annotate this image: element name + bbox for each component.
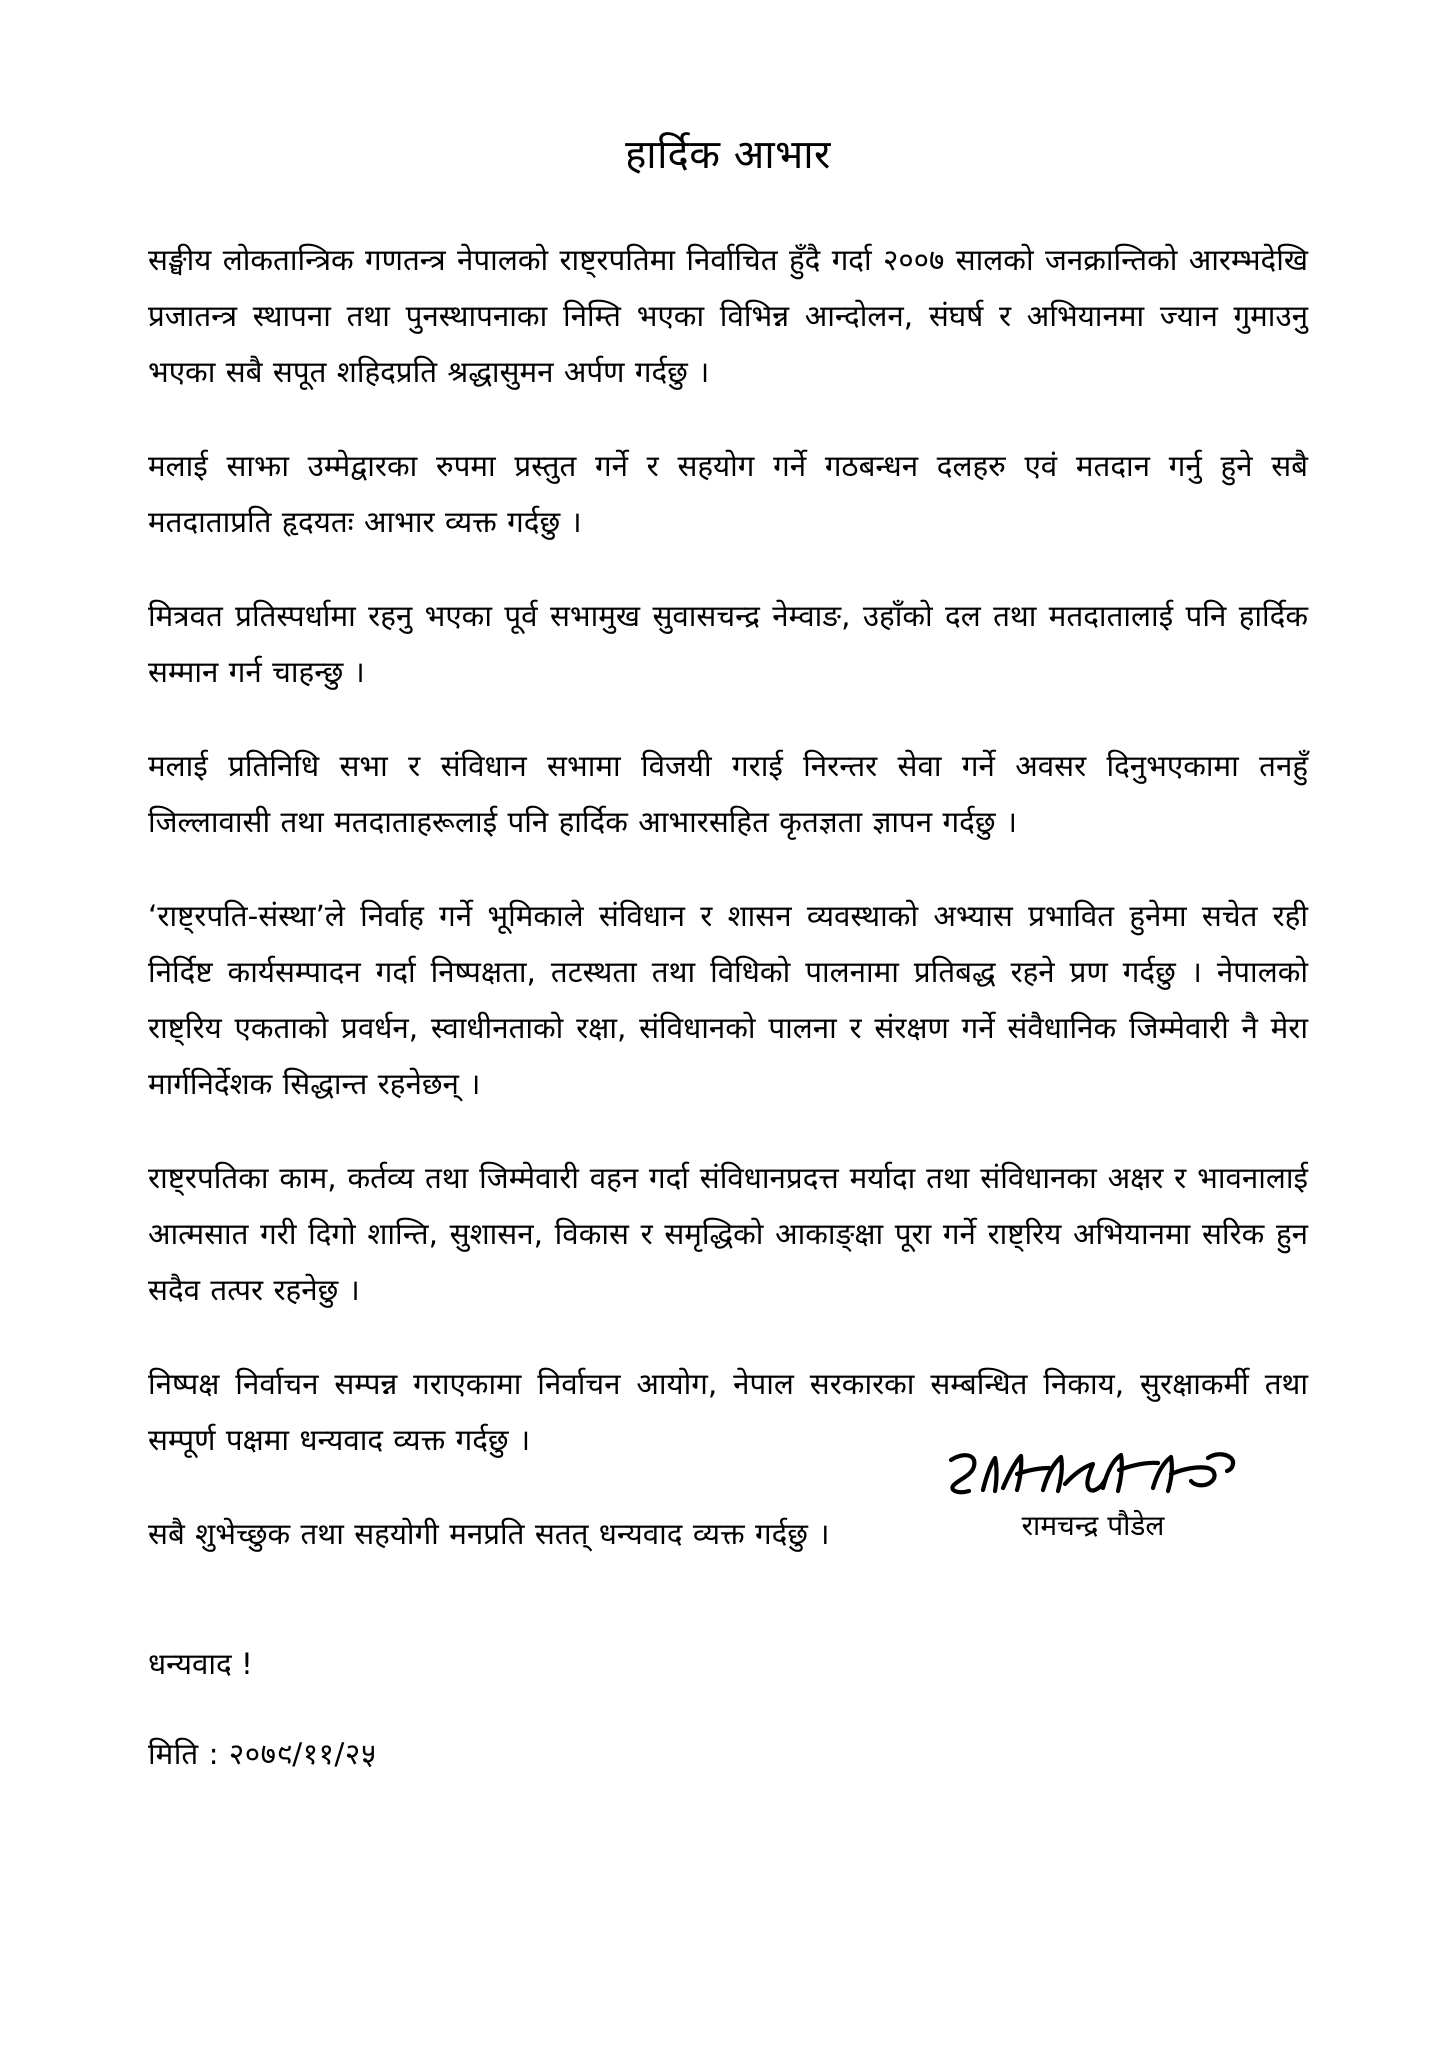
closing-block bbox=[148, 1636, 1308, 1782]
page-title: हार्दिक आभार bbox=[625, 132, 831, 178]
paragraph-5: ‘राष्ट्रपति-संस्था’ले निर्वाह गर्ने भूमिकाले संविधान र शासन व्यवस्थाको अभ्यास प्रभावित हुनेमा सचेत रही निर्दिष्ट कार्यसम्पादन गर्दा निष्पक्षता, तटस्थता तथा विधिको पालनामा प्रतिबद्ध रहने प्रण गर्दछु । नेपालको राष्ट्रिय एकताको प्रवर्धन, स्वाधीनताको रक्षा, संविधानको पालना र संरक्षण गर्ने संवैधानिक जिम्मेवारी नै मेरा मार्गनिर्देशक सिद्धान्त रहनेछन् । bbox=[148, 899, 1308, 1101]
paragraph-1: सङ्घीय लोकतान्त्रिक गणतन्त्र नेपालको राष्ट्रपतिमा निर्वाचित हुँदै गर्दा २००७ सालको जनक्रान्तिको आरम्भदेखि प्रजातन्त्र स्थापना तथा पुनस्थापनाका निम्ति भएका विभिन्न आन्दोलन, संघर्ष र अभियानमा ज्यान गुमाउनु भएका सबै सपूत शहिदप्रति श्रद्धासुमन अर्पण गर्दछु । bbox=[148, 243, 1308, 389]
signature-icon bbox=[943, 1444, 1243, 1506]
paragraph-6: राष्ट्रपतिका काम, कर्तव्य तथा जिम्मेवारी वहन गर्दा संविधानप्रदत्त मर्यादा तथा संविधानका अक्षर र भावनालाई आत्मसात गरी दिगो शान्ति, सुशासन, विकास र समृद्धिको आकाङ्क्षा पूरा गर्ने राष्ट्रिय अभियानमा सरिक हुन सदैव तत्पर रहनेछु । bbox=[148, 1161, 1308, 1307]
signature-block bbox=[878, 1444, 1308, 1548]
signatory-name: रामचन्द्र पौडेल bbox=[1021, 1509, 1165, 1542]
paragraph-7: निष्पक्ष निर्वाचन सम्पन्न गराएकामा निर्वाचन आयोग, नेपाल सरकारका सम्बन्धित निकाय, सुरक्षाकर्मी तथा सम्पूर्ण पक्षमा धन्यवाद व्यक्त गर्दछु । bbox=[148, 1367, 1308, 1457]
date-line: मिति : २०७९/११/२५ bbox=[148, 1737, 377, 1771]
paragraph-8: सबै शुभेच्छुक तथा सहयोगी मनप्रति सतत् धन्यवाद व्यक्त गर्दछु । bbox=[148, 1517, 830, 1551]
document-body bbox=[148, 232, 1308, 1562]
document-content bbox=[148, 0, 1308, 2048]
paragraph-2: मलाई साझा उम्मेद्वारका रुपमा प्रस्तुत गर्ने र सहयोग गर्ने गठबन्धन दलहरु एवं मतदान गर्नु हुने सबै मतदाताप्रति हृदयतः आभार व्यक्त गर्दछु । bbox=[148, 449, 1308, 539]
paragraph-4: मलाई प्रतिनिधि सभा र संविधान सभामा विजयी गराई निरन्तर सेवा गर्ने अवसर दिनुभएकामा तनहुँ जिल्लावासी तथा मतदाताहरूलाई पनि हार्दिक आभारसहित कृतज्ञता ज्ञापन गर्दछु । bbox=[148, 749, 1308, 839]
thanks-line: धन्यवाद ! bbox=[148, 1647, 253, 1681]
paragraph-3: मित्रवत प्रतिस्पर्धामा रहनु भएका पूर्व सभामुख सुवासचन्द्र नेम्वाङ, उहाँको दल तथा मतदातालाई पनि हार्दिक सम्मान गर्न चाहन्छु । bbox=[148, 599, 1308, 689]
